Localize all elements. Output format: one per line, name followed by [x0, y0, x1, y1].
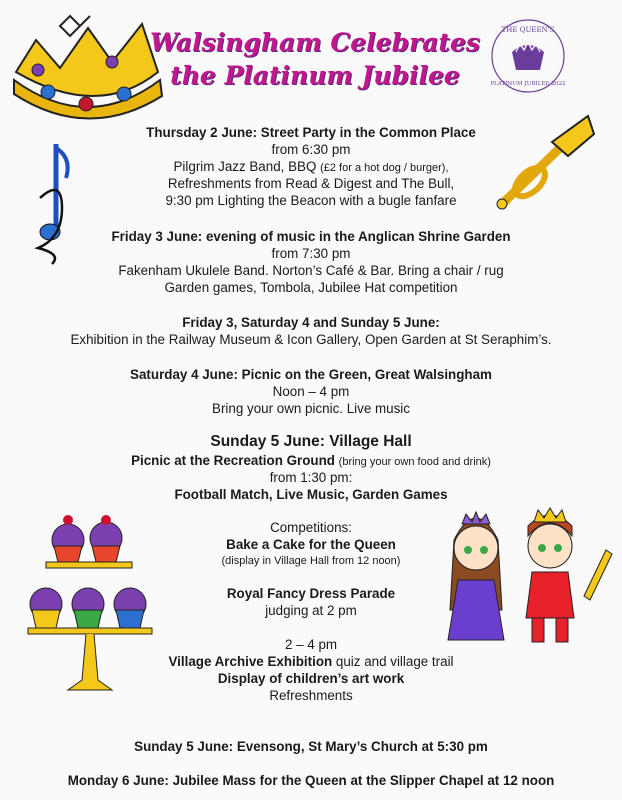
- event-5-bake: Bake a Cake for the Queen: [226, 537, 396, 552]
- event-2-heading: Friday 3 June: evening of music in the Anglican Shrine Garden: [111, 229, 511, 244]
- jubilee-seal-emblem: [490, 18, 566, 94]
- event-5-parade-time: judging at 2 pm: [265, 603, 357, 618]
- seal-text-top: THE QUEEN'S: [501, 26, 555, 34]
- event-2-line-1: Fakenham Ukulele Band. Norton’s Café & Bar. Bring a chair / rug: [118, 263, 504, 278]
- crown-icon: [8, 10, 168, 128]
- event-2-time: from 7:30 pm: [271, 246, 351, 261]
- event-5-activities: Football Match, Live Music, Garden Games: [174, 487, 448, 502]
- event-7-line: Monday 6 June: Jubilee Mass for the Queen at the Slipper Chapel at 12 noon: [67, 773, 555, 788]
- event-2-line-2: Garden games, Tombola, Jubilee Hat competition: [164, 280, 458, 295]
- event-5-time-2: 2 – 4 pm: [284, 637, 338, 652]
- event-5-archive: [0, 653, 622, 670]
- event-1-line-2: Refreshments from Read & Digest and The Bull,: [167, 176, 455, 191]
- event-1-time: from 6:30 pm: [271, 142, 351, 157]
- event-1-line-1-main: Pilgrim Jazz Band, BBQ: [173, 159, 321, 174]
- event-5-parade: Royal Fancy Dress Parade: [226, 586, 396, 601]
- event-3-heading: Friday 3, Saturday 4 and Sunday 5 June:: [182, 315, 440, 330]
- event-1-line-3: 9:30 pm Lighting the Beacon with a bugle fanfare: [165, 193, 457, 208]
- event-3-line-1: Exhibition in the Railway Museum & Icon Gallery, Open Garden at St Seraphim’s.: [70, 332, 552, 347]
- event-5-competitions: Competitions:: [270, 520, 352, 535]
- event-5-bake-note: (display in Village Hall from 12 noon): [221, 555, 401, 567]
- event-1-price-note: (£2 for a hot dog / burger),: [320, 162, 449, 174]
- event-5-picnic: Picnic at the Recreation Ground: [131, 453, 339, 468]
- title-line-1: Walsingham Celebrates: [150, 28, 480, 57]
- seal-text-bottom: PLATINUM JUBILEE 2022: [490, 81, 566, 87]
- event-5-art: Display of children’s art work: [217, 671, 405, 686]
- title-line-2: the Platinum Jubilee: [170, 61, 460, 90]
- event-5-archive-title: Village Archive Exhibition: [168, 654, 333, 669]
- event-1-heading: Thursday 2 June: Street Party in the Common Place: [146, 125, 476, 140]
- event-5-archive-detail: quiz and village trail: [332, 654, 454, 669]
- page-title: [150, 26, 480, 92]
- event-6-line: Sunday 5 June: Evensong, St Mary’s Church at 5:30 pm: [134, 739, 488, 754]
- event-5-heading: Sunday 5 June: Village Hall: [210, 433, 412, 450]
- event-5-picnic-note: (bring your own food and drink): [338, 456, 491, 468]
- event-4-heading: Saturday 4 June: Picnic on the Green, Great Walsingham: [130, 367, 492, 382]
- event-5-time: from 1:30 pm:: [269, 470, 353, 485]
- event-5-refreshments: Refreshments: [269, 688, 353, 703]
- event-4-time: Noon – 4 pm: [272, 384, 350, 399]
- event-4-line-1: Bring your own picnic. Live music: [212, 401, 410, 416]
